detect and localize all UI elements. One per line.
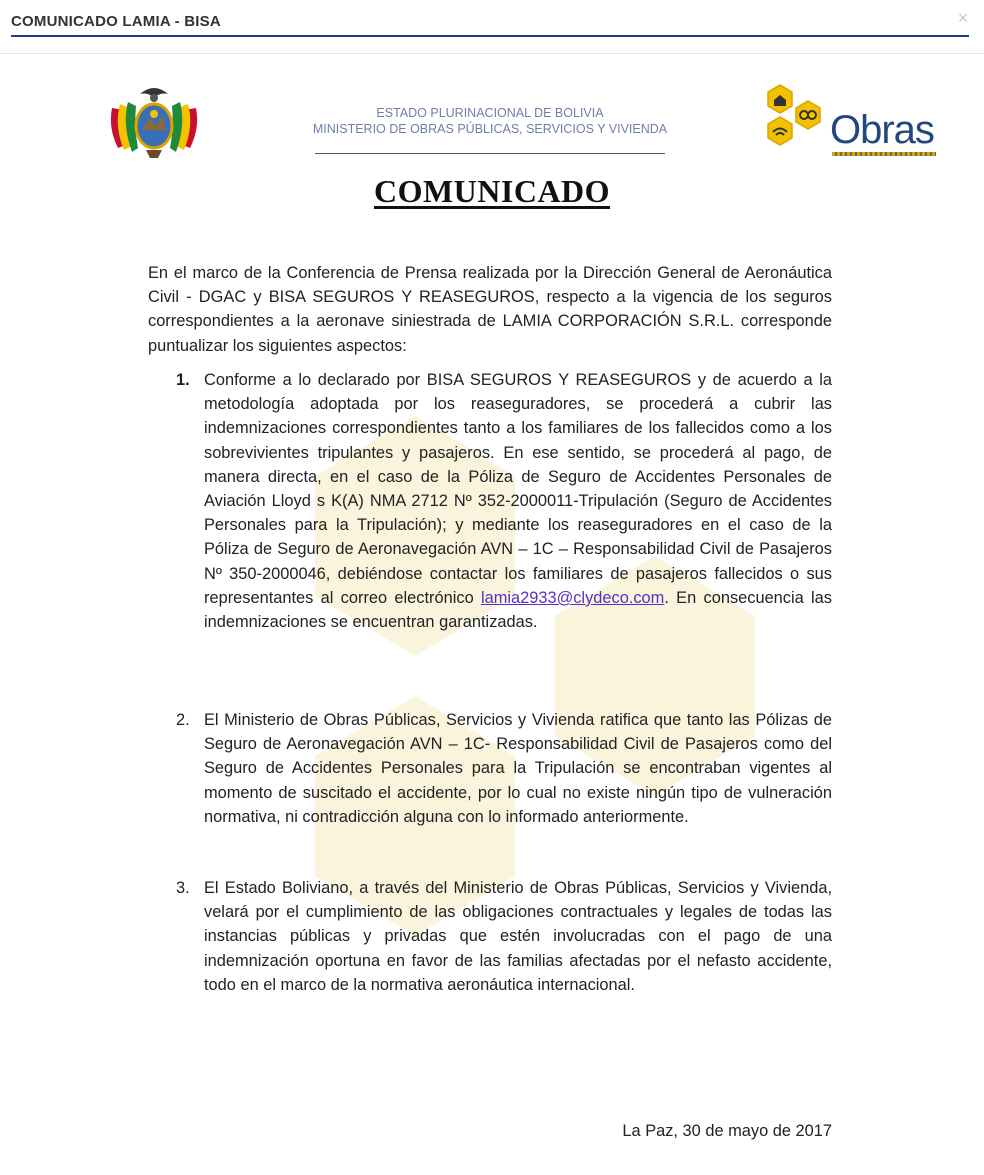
obras-logo-text: Obras bbox=[830, 108, 934, 152]
item-3-number: 3. bbox=[176, 879, 190, 897]
item-1-text-after: . En consecuencia las indemnizaciones se encuentran garantizadas. bbox=[204, 588, 832, 632]
email-link[interactable]: lamia2933@clydeco.com bbox=[480, 588, 665, 607]
item-1-number: 1. bbox=[176, 371, 190, 389]
item-1-text bbox=[204, 368, 832, 634]
letterhead-line-1: ESTADO PLURINACIONAL DE BOLIVIA bbox=[376, 106, 604, 120]
document-date: La Paz, 30 de mayo de 2017 bbox=[622, 1122, 832, 1140]
modal-header bbox=[0, 0, 984, 54]
item-2-text: El Ministerio de Obras Públicas, Servicios y Vivienda ratifica que tanto las Pólizas de Seguro de Aeronavegación AVN – 1C- Responsabilidad Civil de Pasajeros como del Seguro de Accidentes Personales para la Tripulación se encontraban vigentes al momento de suscitado el accidente, por lo cual no existe ningún tipo de vulneración normativa, ni contradicción alguna con lo informado anteriormente. bbox=[204, 711, 832, 826]
letterhead-line-2: MINISTERIO DE OBRAS PÚBLICAS, SERVICIOS Y VIVIENDA bbox=[312, 122, 668, 136]
close-button[interactable]: × bbox=[957, 8, 969, 28]
intro-paragraph: En el marco de la Conferencia de Prensa realizada por la Dirección General de Aeronáutica Civil - DGAC y BISA SEGUROS Y REASEGUROS, respecto a la vigencia de los seguros correspondientes a la aeronave siniestrada de LAMIA CORPORACIÓN S.R.L. corresponde puntualizar los siguientes aspectos: bbox=[148, 264, 832, 355]
item-1-text-before: Conforme a lo declarado por BISA SEGUROS Y REASEGUROS y de acuerdo a la metodología adoptada por los reaseguradores, se procederá a cubrir las indemnizaciones correspondientes tanto a los familiares de los fallecidos como a los sobrevivientes tripulantes y pasajeros. En ese sentido, se procederá al pago, de manera directa, en el caso de la Póliza de Seguro de Accidentes Personales de Aviación Lloyd s K(A) NMA 2712 Nº 352-2000011-Tripulación (Seguro de Accidentes Personales para la Tripulación); y mediante los reaseguradores en el caso de la Póliza de Seguro de Aeronavegación AVN – 1C – Responsabilidad Civil de Pasajeros Nº 350-2000046, debiéndose contactar los familiares de pasajeros fallecidos o sus representantes al correo electrónico bbox=[204, 371, 832, 607]
letterhead-text bbox=[280, 105, 700, 137]
obras-logo-underline bbox=[832, 152, 936, 156]
document-page bbox=[0, 56, 984, 1175]
item-3-text: El Estado Boliviano, a través del Ministerio de Obras Públicas, Servicios y Vivienda, velará por el cumplimiento de las obligaciones contractuales y legales de todas las instancias públicas y privadas que estén involucradas con el pago de una indemnización oportuna en favor de las familias afectadas por el nefasto accidente, todo en el marco de la normativa aeronáutica internacional. bbox=[204, 879, 832, 994]
document-title: COMUNICADO bbox=[373, 173, 611, 209]
item-2-number: 2. bbox=[176, 711, 190, 729]
letterhead-divider bbox=[315, 153, 665, 154]
title-underline bbox=[11, 35, 969, 37]
modal-title: COMUNICADO LAMIA - BISA bbox=[11, 13, 221, 30]
coat-of-arms-icon bbox=[106, 78, 202, 162]
